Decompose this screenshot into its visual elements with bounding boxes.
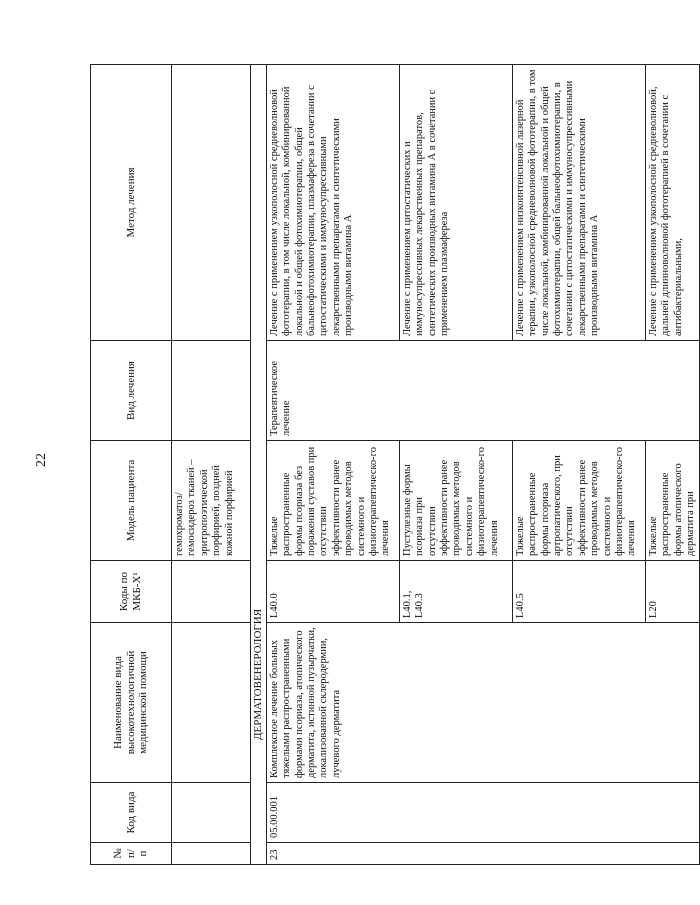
- cell-mkb: L20: [645, 561, 700, 623]
- cell-method: [172, 65, 251, 341]
- cell-method: Лечение с применением цитостатических и иммуносупрессивных лекарственных препаратов, синтетических производных витамина А в сочетании с применением плазмафереза: [399, 65, 512, 341]
- cell-mkb: [172, 561, 251, 623]
- cell-num: 23: [266, 843, 700, 865]
- page-number: 22: [34, 453, 49, 467]
- header-num: № п/п: [91, 843, 172, 865]
- cell-name: [172, 623, 251, 783]
- table-row: [266, 65, 399, 865]
- cell-mkb: L40.1, L40.3: [399, 561, 512, 623]
- cell-model: Пустулезные формы псориаза при отсутствии эффективности ранее проводимых методов системного и физиотерапевтическо-го лечения: [399, 441, 512, 561]
- cell-method: Лечение с применением узкополосной средневолновой, дальней длинноволновой фототерапией в сочетании с антибактериальными,: [645, 65, 700, 341]
- cell-method: Лечение с применением низкоинтенсивной лазерной терапии, узкополосной средневолновой фототерапии, в том числе локальной, комбинированной локальной и общей фотохимиотерапии, общей бальнеофотохимиотерапии, в сочетании с цитостатическими и иммуносупрессивными лекарственными препаратами и синтетическими производными витамина А: [512, 65, 645, 341]
- header-model: Модель пациента: [91, 441, 172, 561]
- cell-type: Терапевтическое лечение: [266, 341, 700, 441]
- cell-model: гемохроматоз/ гемосидероз тканей – эритропоэтической порфирией, поздней кожной порфирией: [172, 441, 251, 561]
- cell-model: Тяжелые распространенные формы псориаза без поражения суставов при отсутствии эффективности ранее проводимых методов системного и физиотерапевтическо-го лечения: [266, 441, 399, 561]
- header-mkb: Коды по МКБ-Х¹: [91, 561, 172, 623]
- cell-mkb: L40.5: [512, 561, 645, 623]
- cell-name: Комплексное лечение больных тяжелыми распространенными формами псориаза, атопического дерматита, истинной пузырчатки, локализованной склеродермии, лучевого дерматита: [266, 623, 700, 783]
- treatment-table: [90, 64, 700, 865]
- section-label: ДЕРМАТОВЕНЕРОЛОГИЯ: [252, 608, 264, 740]
- cell-num: [172, 843, 251, 865]
- header-method: Метод лечения: [91, 65, 172, 341]
- table-header-row: [91, 65, 172, 865]
- section-title: [251, 65, 267, 865]
- table-row: [172, 65, 251, 865]
- cell-code: 05.00.001: [266, 783, 700, 843]
- header-code: Код вида: [91, 783, 172, 843]
- cell-mkb: L40.0: [266, 561, 399, 623]
- cell-method: Лечение с применением узкополосной средневолновой фототерапии, в том числе локальной, комбинированной локальной и общей фотохимиотерапии, общей бальнеофотохимиотерапии, плазмафереза в сочетании с цитостатическими и иммуносупрессивными лекарственными препаратами и синтетическими производными витамина А: [266, 65, 399, 341]
- rotated-table-container: [90, 65, 697, 865]
- section-row: [251, 65, 267, 865]
- cell-code: [172, 783, 251, 843]
- cell-type: [172, 341, 251, 441]
- header-type: Вид лечения: [91, 341, 172, 441]
- cell-model: Тяжелые распространенные формы атопического дерматита при: [645, 441, 700, 561]
- header-name: Наименование вида высокотехнологичной медицинской помощи: [91, 623, 172, 783]
- cell-model: Тяжелые распространенные формы псориаза артропатического, при отсутствии эффективности ранее проводимых методов системного и физиотерапевтическо-го лечения: [512, 441, 645, 561]
